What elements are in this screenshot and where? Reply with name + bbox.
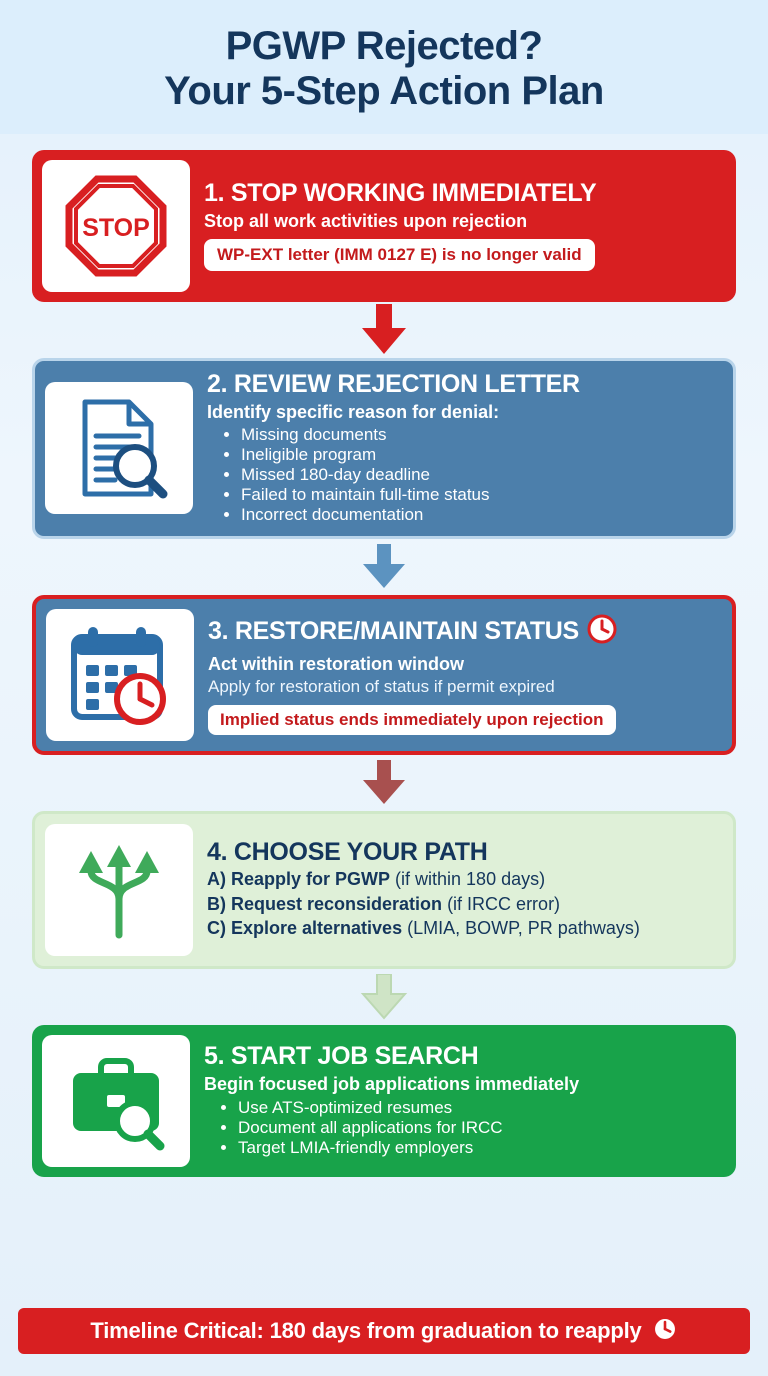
list-item: • Failed to maintain full-time status xyxy=(241,485,717,505)
step-1-content xyxy=(204,160,726,292)
list-item: • Target LMIA-friendly employers xyxy=(238,1138,720,1158)
step-3-content xyxy=(208,609,722,741)
arrow-4-to-5 xyxy=(32,969,736,1025)
arrow-3-to-4 xyxy=(32,755,736,811)
step-4-option-a-note: (if within 180 days) xyxy=(395,869,546,890)
calendar-clock-icon xyxy=(64,621,176,729)
arrow-1-to-2 xyxy=(32,302,736,358)
page-title-line2: Your 5-Step Action Plan xyxy=(164,68,604,113)
step-2-subtitle: Identify specific reason for denial: xyxy=(207,401,500,422)
step-5-content xyxy=(204,1035,726,1167)
step-4-option-a xyxy=(207,869,717,891)
step-4-title: 4. CHOOSE YOUR PATH xyxy=(207,838,488,867)
steps-container xyxy=(0,134,768,1177)
branching-arrows-icon xyxy=(65,837,173,943)
document-magnifier-icon xyxy=(63,392,175,504)
step-4-option-c xyxy=(207,918,717,940)
step-2-title: 2. REVIEW REJECTION LETTER xyxy=(207,369,580,398)
briefcase-search-icon xyxy=(61,1051,171,1151)
step-4-option-a-label: A) Reapply for PGWP xyxy=(207,869,391,890)
down-arrow-icon xyxy=(356,760,412,806)
down-arrow-icon xyxy=(356,304,412,356)
down-arrow-icon xyxy=(356,974,412,1020)
list-item: • Document all applications for IRCC xyxy=(238,1118,720,1138)
step-3-title-text: 3. RESTORE/MAINTAIN STATUS xyxy=(208,617,579,646)
step-card-3 xyxy=(32,595,736,755)
step-4-option-c-label: C) Explore alternatives xyxy=(207,918,403,939)
step-5-title: 5. START JOB SEARCH xyxy=(204,1042,479,1071)
step-4-icon-box xyxy=(45,824,193,956)
step-1-icon-box xyxy=(42,160,190,292)
step-2-icon-box xyxy=(45,382,193,514)
arrow-2-to-3 xyxy=(32,539,736,595)
svg-text:STOP: STOP xyxy=(82,213,150,242)
list-item: • Use ATS-optimized resumes xyxy=(238,1098,720,1118)
list-item: • Missed 180-day deadline xyxy=(241,465,717,485)
step-5-subtitle: Begin focused job applications immediately xyxy=(204,1074,580,1095)
step-4-option-c-note: (LMIA, BOWP, PR pathways) xyxy=(407,918,640,939)
step-4-option-b-label: B) Request reconsideration xyxy=(207,893,443,914)
step-5-icon-box xyxy=(42,1035,190,1167)
footer-text: Timeline Critical: 180 days from graduation to reapply xyxy=(90,1318,642,1343)
down-arrow-icon xyxy=(356,544,412,590)
step-4-option-b xyxy=(207,894,717,916)
footer-banner xyxy=(18,1308,750,1354)
step-card-2 xyxy=(32,358,736,539)
clock-icon xyxy=(652,1316,678,1347)
step-2-bullet-list xyxy=(207,425,717,525)
step-3-icon-box xyxy=(46,609,194,741)
stop-sign-icon xyxy=(61,171,171,281)
step-4-content xyxy=(207,824,723,956)
step-1-subtitle: Stop all work activities upon rejection xyxy=(204,210,528,231)
step-2-content xyxy=(207,371,723,526)
page-title-line1: PGWP Rejected? xyxy=(225,24,543,68)
step-card-1 xyxy=(32,150,736,302)
list-item: • Ineligible program xyxy=(241,445,717,465)
step-5-bullet-list xyxy=(204,1098,720,1158)
clock-icon xyxy=(587,614,617,650)
step-3-pill: Implied status ends immediately upon rejection xyxy=(208,705,616,735)
list-item: • Missing documents xyxy=(241,425,717,445)
step-card-4 xyxy=(32,811,736,969)
list-item: • Incorrect documentation xyxy=(241,505,717,525)
page-header xyxy=(0,0,768,134)
step-1-title: 1. STOP WORKING IMMEDIATELY xyxy=(204,178,597,207)
step-card-5 xyxy=(32,1025,736,1177)
step-1-pill: WP-EXT letter (IMM 0127 E) is no longer valid xyxy=(204,239,595,271)
step-3-title xyxy=(208,614,716,650)
step-3-subtitle-light: Apply for restoration of status if permit expired xyxy=(208,676,555,696)
step-3-subtitle: Act within restoration window xyxy=(208,653,464,674)
step-4-option-b-note: (if IRCC error) xyxy=(447,893,561,914)
page-title xyxy=(20,24,748,114)
